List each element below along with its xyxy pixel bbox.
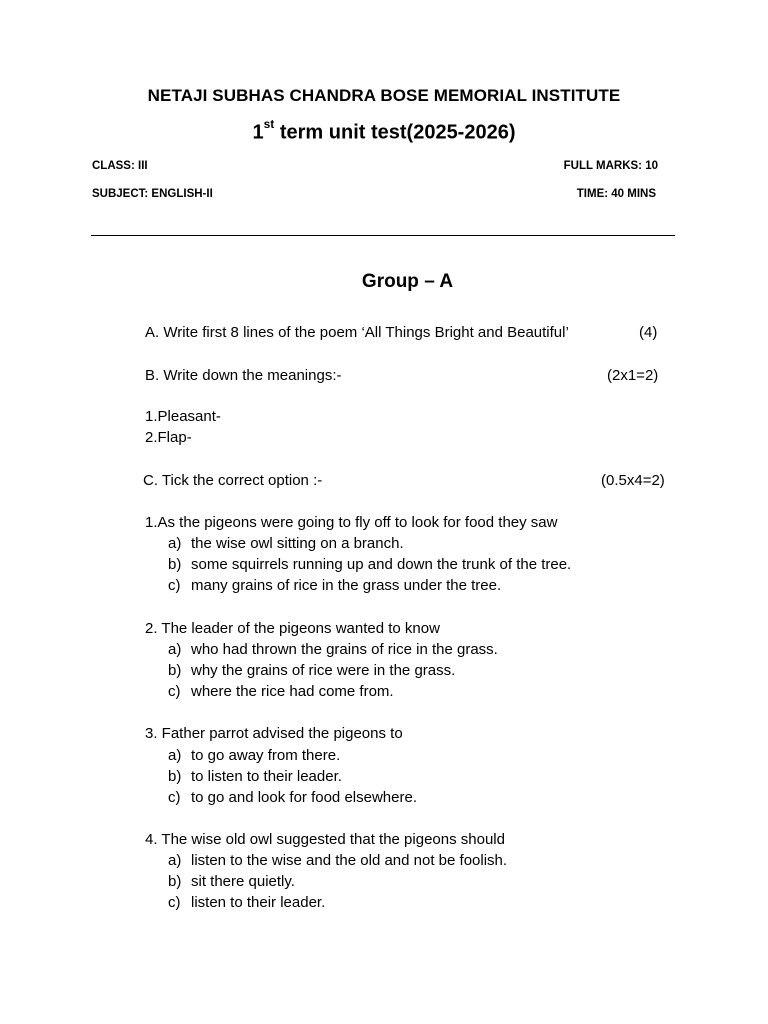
test-ordinal-suffix: st xyxy=(263,117,275,131)
full-marks-label: FULL MARKS: 10 xyxy=(563,160,658,172)
mcq-stem: 1.As the pigeons were going to fly off to look for food they saw xyxy=(145,514,558,531)
header-divider xyxy=(91,235,675,236)
mcq-option xyxy=(168,556,571,573)
option-text: to listen to their leader. xyxy=(191,768,342,785)
test-title xyxy=(0,117,768,145)
option-text: some squirrels running up and down the trunk of the tree. xyxy=(191,556,572,573)
option-letter: b) xyxy=(168,873,182,890)
option-text: listen to their leader. xyxy=(191,894,326,911)
option-letter: a) xyxy=(168,535,182,552)
option-letter: c) xyxy=(168,789,181,806)
mcq-option xyxy=(168,747,340,764)
option-text: to go away from there. xyxy=(191,747,341,764)
option-text: where the rice had come from. xyxy=(191,683,394,700)
mcq-option xyxy=(168,852,507,869)
section-a-question: A. Write first 8 lines of the poem ‘All Things Bright and Beautiful’ xyxy=(145,324,569,341)
option-letter: a) xyxy=(168,641,182,658)
option-text: who had thrown the grains of rice in the grass. xyxy=(191,641,498,658)
section-a-marks: (4) xyxy=(639,324,658,341)
option-letter: b) xyxy=(168,556,182,573)
option-letter: b) xyxy=(168,768,182,785)
option-letter: c) xyxy=(168,683,181,700)
school-name: NETAJI SUBHAS CHANDRA BOSE MEMORIAL INSTITUTE xyxy=(147,86,621,105)
option-letter: b) xyxy=(168,662,182,679)
test-title-text: term unit test(2025-2026) xyxy=(274,121,516,144)
option-letter: c) xyxy=(168,577,181,594)
section-b-marks: (2x1=2) xyxy=(607,367,659,384)
mcq-stem: 2. The leader of the pigeons wanted to know xyxy=(145,620,440,637)
option-text: listen to the wise and the old and not be foolish. xyxy=(191,852,508,869)
mcq-option xyxy=(168,577,501,594)
section-c-marks: (0.5x4=2) xyxy=(601,472,665,489)
mcq-stem: 4. The wise old owl suggested that the pigeons should xyxy=(145,831,505,848)
mcq-option xyxy=(168,662,455,679)
mcq-stem: 3. Father parrot advised the pigeons to xyxy=(145,725,403,742)
time-label: TIME: 40 MINS xyxy=(576,188,656,200)
mcq-option xyxy=(168,683,394,700)
option-letter: a) xyxy=(168,852,182,869)
class-label: CLASS: III xyxy=(92,160,148,172)
section-b-question: B. Write down the meanings:- xyxy=(145,367,342,384)
option-text: why the grains of rice were in the grass. xyxy=(191,662,456,679)
mcq-option xyxy=(168,768,342,785)
option-letter: c) xyxy=(168,894,181,911)
subject-label: SUBJECT: ENGLISH-II xyxy=(92,188,213,200)
option-text: many grains of rice in the grass under the tree. xyxy=(191,577,502,594)
option-text: to go and look for food elsewhere. xyxy=(191,789,417,806)
meaning-word: 2.Flap- xyxy=(145,429,192,446)
meaning-word: 1.Pleasant- xyxy=(145,408,221,425)
mcq-option xyxy=(168,789,417,806)
option-text: the wise owl sitting on a branch. xyxy=(191,535,404,552)
test-ordinal: 1 xyxy=(252,121,264,144)
mcq-option xyxy=(168,641,498,658)
mcq-option xyxy=(168,894,325,911)
option-text: sit there quietly. xyxy=(191,873,295,890)
group-title: Group – A xyxy=(361,271,454,292)
option-letter: a) xyxy=(168,747,182,764)
mcq-option xyxy=(168,535,404,552)
mcq-option xyxy=(168,873,295,890)
section-c-question: C. Tick the correct option :- xyxy=(143,472,323,489)
